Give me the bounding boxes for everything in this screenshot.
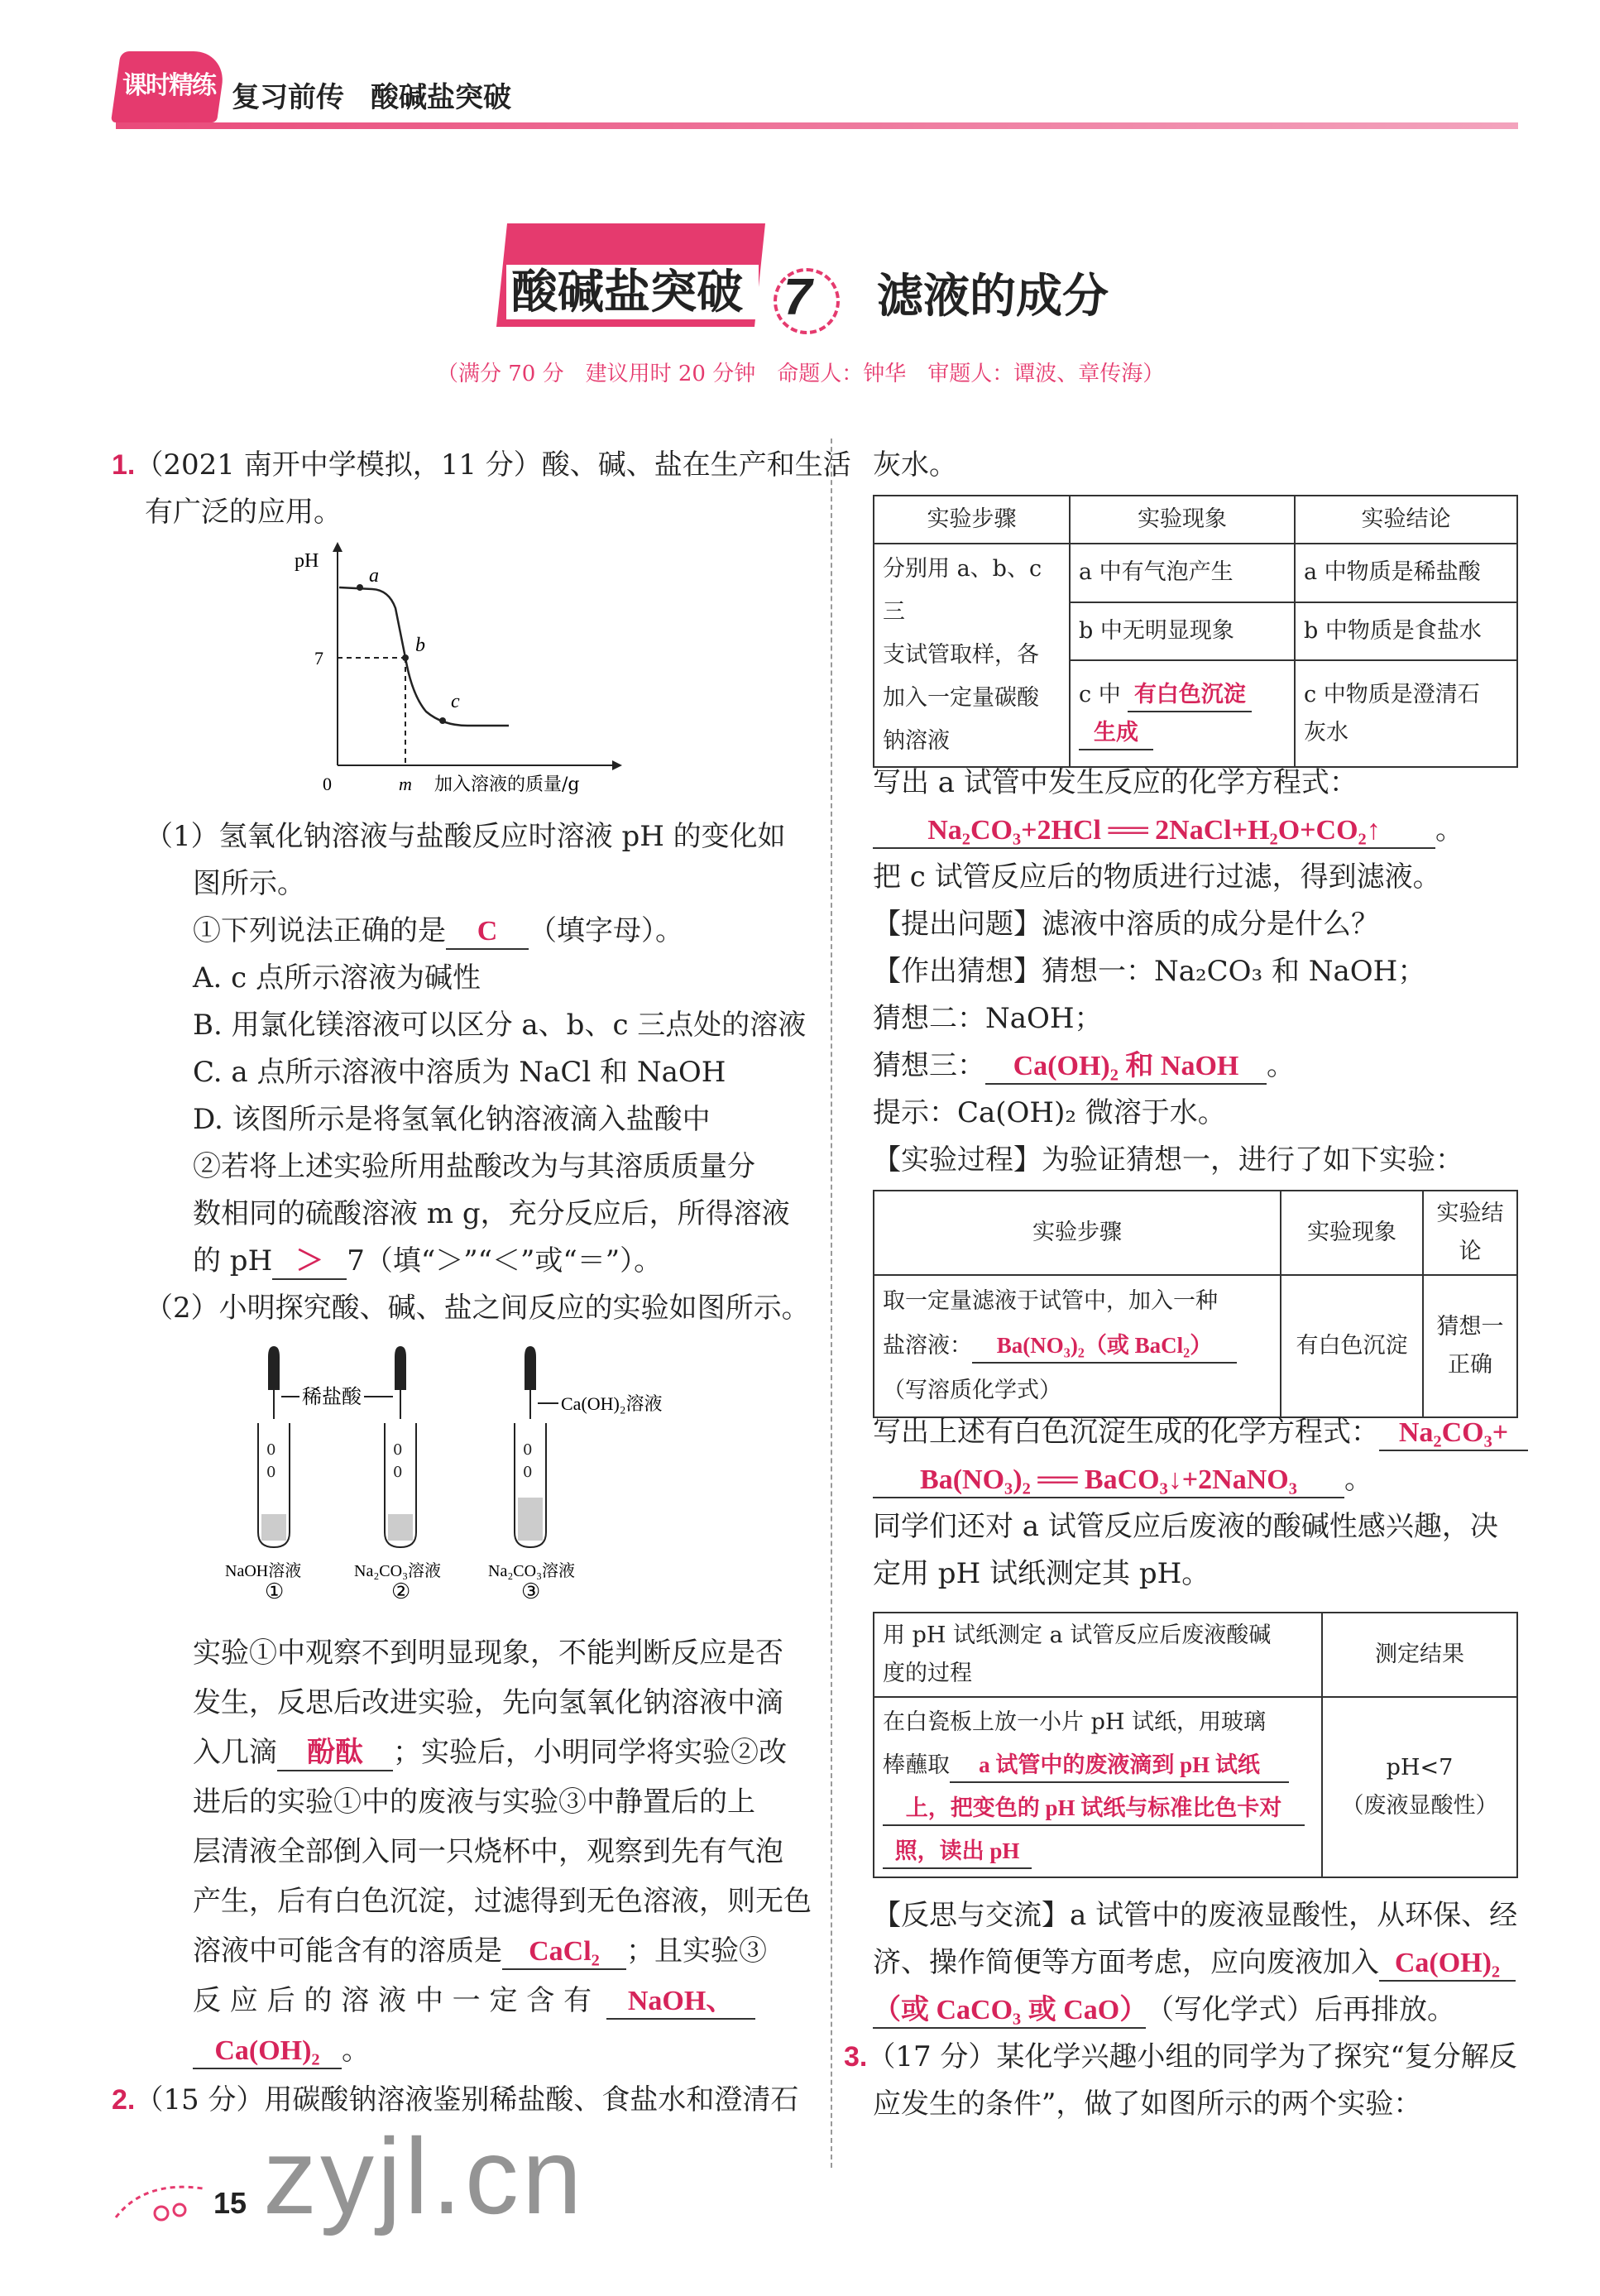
t1-r3c2-pre: c 中 (1079, 681, 1121, 707)
q2-guess1: 【作出猜想】猜想一：Na₂CO₃ 和 NaOH； (873, 955, 1426, 988)
svg-text:0: 0 (266, 1441, 276, 1459)
q1-exp-line6: 产生，后有白色沉淀，过滤得到无色溶液，则无色 (193, 1885, 812, 1918)
q1-e9-answer: Ca(OH)₂ (193, 2035, 342, 2069)
q1-exp-line1: 实验①中观察不到明显现象，不能判断反应是否 (193, 1637, 783, 1670)
q2-ph-line1: 同学们还对 a 试管反应后废液的酸碱性感兴趣，决 (873, 1510, 1498, 1543)
q2-table-1 (873, 495, 1518, 768)
footer-decoration (112, 2172, 211, 2230)
q1-s2-pre: 的 pH (193, 1244, 273, 1277)
tube-1-number: ① (265, 1579, 285, 1604)
svg-text:0: 0 (523, 1441, 533, 1459)
header-topic: 酸碱盐突破 (371, 82, 511, 113)
graph-tick-7: 7 (314, 648, 323, 669)
ph-curve (339, 587, 509, 726)
q1-e7-answer: CaCl₂ (502, 1935, 626, 1970)
q1-exp-line8 (193, 1977, 755, 2025)
q1-exp-line4: 进后的实验①中的废液与实验③中静置后的上 (193, 1786, 755, 1819)
svg-text:0: 0 (393, 1464, 403, 1481)
t3-h1 (874, 1613, 1322, 1697)
graph-tick-m: m (399, 774, 412, 794)
q2-guess3-answer: Ca(OH)₂ 和 NaOH (985, 1050, 1267, 1085)
tube-3-number: ③ (521, 1579, 541, 1604)
t1-r3c3-l2: 灰水 (1304, 719, 1349, 745)
graph-origin: 0 (323, 774, 332, 794)
q2-eq-line (873, 807, 1463, 854)
t1-r2c2: b 中无明显现象 (1070, 602, 1295, 661)
column-divider (831, 439, 832, 2168)
q2-eq2-answer1: Na₂CO₃+ (1379, 1416, 1528, 1451)
point-a (357, 584, 363, 591)
q2-eq2-answer2: Ba(NO₃)₂ ══ BaCO₃↓+2NaNO₃ (873, 1464, 1344, 1498)
tube-1-label: NaOH溶液 (225, 1562, 302, 1580)
q2-reflect-post: （写化学式）后再排放。 (1146, 1993, 1455, 2026)
t3-result (1322, 1697, 1517, 1877)
q2-reflect-answer2: （或 CaCO₃ 或 CaO） (873, 1994, 1146, 2029)
q2-process: 【实验过程】为验证猜想一，进行了如下实验： (873, 1143, 1463, 1177)
q1-stem (112, 442, 851, 489)
q2-eq-answer: Na₂CO₃+2HCl ══ 2NaCl+H₂O+CO₂↑ (873, 814, 1435, 849)
svg-text:0: 0 (266, 1464, 276, 1481)
tube-3-label: Na₂CO₃溶液 (488, 1562, 576, 1580)
q2-guess3 (873, 1043, 1295, 1090)
q1-p2: （2）小明探究酸、碱、盐之间反应的实验如图所示。 (145, 1292, 810, 1325)
t2-step-l3: （写溶质化学式） (883, 1378, 1061, 1403)
label-hcl: 稀盐酸 (302, 1385, 362, 1408)
t2-step (874, 1275, 1281, 1417)
t3-process-l2-pre: 棒蘸取 (883, 1752, 950, 1778)
point-c (439, 717, 446, 724)
t1-r3c3-l1: c 中物质是澄清石 (1304, 681, 1480, 707)
t1-step-l2: 支试管取样，各 (883, 642, 1039, 668)
t3-h1-l1: 用 pH 试纸测定 a 试管反应后废液酸碱 (883, 1623, 1272, 1648)
q3-stem-line1: （17 分）某化学兴趣小组的同学为了探究“复分解反 (867, 2040, 1517, 2073)
q1-s2-line3 (193, 1238, 662, 1285)
q1-e7-post: ；且实验③ (626, 1934, 767, 1968)
ph-graph (281, 542, 629, 794)
t1-step-l1: 分别用 a、b、c 三 (883, 556, 1042, 625)
q1-s2-line2: 数相同的硫酸溶液 m g，充分反应后，所得溶液 (193, 1197, 790, 1230)
t1-r3c2-answer2: 生成 (1079, 716, 1153, 750)
t2-h3: 实验结论 (1423, 1191, 1517, 1275)
svg-text:0: 0 (523, 1464, 533, 1481)
t2-h1: 实验步骤 (874, 1191, 1281, 1275)
q2-hint: 提示：Ca(OH)₂ 微溶于水。 (873, 1096, 1226, 1129)
t2-step-l2-pre: 盐溶液： (883, 1333, 972, 1359)
header-logo-text: 课时精练 (122, 72, 215, 99)
graph-ylabel: pH (295, 550, 319, 572)
q1-exp-line9 (193, 2027, 370, 2074)
label-c: c (451, 691, 460, 712)
title-number: 7 (783, 269, 812, 326)
title-meta: （满分 70 分 建议用时 20 分钟 命题人：钟华 审题人：谭波、章传海） (437, 362, 1165, 386)
q2-reflect-pre: 济、操作简便等方面考虑，应向废液加入 (873, 1946, 1379, 1979)
t1-r3c3 (1295, 660, 1517, 767)
t1-r1c2: a 中有气泡产生 (1070, 544, 1295, 602)
q2-guess3-pre: 猜想三： (873, 1049, 985, 1082)
t3-process-answer3: 照，读出 pH (883, 1834, 1032, 1869)
q2-table-2 (873, 1190, 1518, 1418)
q1-e8-answer: NaOH、 (606, 1985, 755, 2020)
q2-stem-text: （15 分）用碳酸钠溶液鉴别稀盐酸、食盐水和澄清石 (135, 2083, 799, 2116)
q3-stem-line2: 应发生的条件”，做了如图所示的两个实验： (873, 2087, 1422, 2121)
q2-reflect-line2 (873, 1939, 1516, 1987)
t3-h2: 测定结果 (1322, 1613, 1517, 1697)
t3-result-l1: pH<7 (1386, 1755, 1454, 1781)
t2-step-l1: 取一定量滤液于试管中，加入一种 (883, 1288, 1218, 1314)
header-series: 复习前传 (232, 82, 344, 113)
q2-eq2-prompt (873, 1409, 1528, 1456)
q2-table-3 (873, 1612, 1518, 1878)
q2-reflect-line3 (873, 1987, 1455, 2034)
q1-e8-pre: 反 应 后 的 溶 液 中 一 定 含 有 (193, 1984, 592, 2017)
q2-guess3-post: 。 (1267, 1049, 1295, 1082)
t2-h2: 实验现象 (1281, 1191, 1423, 1275)
q2-eq-end: 。 (1435, 813, 1463, 846)
q2-number: 2. (112, 2084, 136, 2116)
q1-exp-line7 (193, 1928, 767, 1975)
q3-stem (844, 2034, 1517, 2081)
q1-s2-post: 7（填“＞”“＜”或“＝”）。 (347, 1244, 663, 1277)
t2-step-answer: Ba(NO₃)₂（或 BaCl₂） (972, 1329, 1237, 1364)
q1-exp-line2: 发生，反思后改进实验，先向氢氧化钠溶液中滴 (193, 1686, 783, 1719)
q1-option-c: C. a 点所示溶液中溶质为 NaCl 和 NaOH (193, 1056, 726, 1089)
t3-process-l1: 在白瓷板上放一小片 pH 试纸，用玻璃 (883, 1709, 1266, 1735)
graph-xlabel: 加入溶液的质量/g (434, 774, 580, 794)
t3-h1-l2: 度的过程 (883, 1661, 972, 1686)
tube-1 (258, 1347, 290, 1547)
q2-eq2-prompt-text: 写出上述有白色沉淀生成的化学方程式： (873, 1416, 1379, 1449)
t1-h1: 实验步骤 (874, 496, 1070, 544)
q1-exp-line3 (193, 1729, 787, 1776)
tube-2-number: ② (391, 1579, 411, 1604)
title-main: 滤液的成分 (877, 270, 1109, 322)
q2-ask: 【提出问题】滤液中溶质的成分是什么？ (873, 908, 1379, 941)
t1-h3: 实验结论 (1295, 496, 1517, 544)
q2-ph-line2: 定用 pH 试纸测定其 pH。 (873, 1557, 1210, 1590)
q1-e3-answer: 酚酞 (277, 1737, 393, 1771)
q2-eq-prompt: 写出 a 试管中发生反应的化学方程式： (873, 766, 1358, 799)
q1-e9-post: 。 (342, 2034, 370, 2067)
q1-s1-answer: C (446, 915, 529, 950)
q2-guess2: 猜想二：NaOH； (873, 1002, 1103, 1035)
t1-step (874, 544, 1070, 767)
tube-3 (515, 1347, 546, 1547)
q1-s1-pre: ①下列说法正确的是 (193, 914, 446, 947)
q2-reflect-answer1: Ca(OH)₂ (1379, 1947, 1516, 1982)
t2-conclusion (1423, 1275, 1517, 1417)
q1-e3-pre: 入几滴 (193, 1736, 277, 1769)
page-number: 15 (213, 2186, 247, 2220)
q1-option-d: D. 该图所示是将氢氧化钠溶液滴入盐酸中 (193, 1103, 711, 1136)
t1-r2c3: b 中物质是食盐水 (1295, 602, 1517, 661)
t1-r3c2-answer1: 有白色沉淀 (1128, 678, 1252, 712)
t2-conclusion-l1: 猜想一 (1436, 1314, 1504, 1340)
header-bar (116, 122, 1518, 129)
q1-e7-pre: 溶液中可能含有的溶质是 (193, 1934, 502, 1968)
q1-exp-line5: 层清液全部倒入同一只烧杯中，观察到先有气泡 (193, 1835, 783, 1868)
t2-conclusion-l2: 正确 (1448, 1352, 1492, 1378)
t3-result-l2: （废液显酸性） (1341, 1793, 1498, 1819)
t2-phenomenon: 有白色沉淀 (1281, 1275, 1423, 1417)
svg-text:0: 0 (393, 1441, 403, 1459)
t1-h2: 实验现象 (1070, 496, 1295, 544)
q1-s1-post: （填字母）。 (529, 914, 683, 947)
label-a: a (369, 565, 379, 587)
test-tube-figure (207, 1340, 720, 1605)
point-b (402, 654, 409, 661)
t1-r1c3: a 中物质是稀盐酸 (1295, 544, 1517, 602)
t3-process-answer1: a 试管中的废液滴到 pH 试纸 (950, 1748, 1289, 1783)
tube-2-label: Na₂CO₃溶液 (354, 1562, 442, 1580)
label-caoh: Ca(OH)₂溶液 (561, 1393, 663, 1414)
q1-p1-line2: 图所示。 (193, 867, 305, 900)
tube-2 (385, 1347, 416, 1547)
q1-s2-line1: ②若将上述实验所用盐酸改为与其溶质质量分 (193, 1150, 755, 1183)
q1-p1-line1: （1）氢氧化钠溶液与盐酸反应时溶液 pH 的变化如 (145, 820, 786, 853)
t3-process-answer2: 上，把变色的 pH 试纸与标准比色卡对 (883, 1791, 1305, 1826)
graph-y-arrow (333, 542, 343, 552)
t1-step-l3: 加入一定量碳酸 (883, 685, 1039, 711)
graph-x-arrow (612, 760, 622, 770)
q2-eq2-line2 (873, 1456, 1372, 1503)
q2-stem-cont: 灰水。 (873, 448, 957, 482)
q2-filter: 把 c 试管反应后的物质进行过滤，得到滤液。 (873, 860, 1441, 894)
q1-e3-post: ；实验后，小明同学将实验②改 (393, 1736, 787, 1769)
title-prefix: 酸碱盐突破 (511, 266, 743, 318)
q1-s2-answer: ＞ (272, 1245, 347, 1280)
q3-number: 3. (844, 2041, 868, 2073)
q1-number: 1. (112, 449, 136, 481)
q1-option-b: B. 用氯化镁溶液可以区分 a、b、c 三点处的溶液 (193, 1009, 807, 1042)
q2-eq2-end: 。 (1344, 1463, 1372, 1496)
q1-option-a: A. c 点所示溶液为碱性 (193, 961, 481, 995)
t1-r3c2 (1070, 660, 1295, 767)
watermark: zyjl.cn (263, 2116, 586, 2236)
q1-s1 (193, 908, 683, 955)
t1-step-l4: 钠溶液 (883, 728, 950, 754)
label-b: b (415, 635, 425, 656)
q2-reflect-line1: 【反思与交流】a 试管中的废液显酸性，从环保、经 (873, 1899, 1518, 1932)
q1-stem-line1: （2021 南开中学模拟，11 分）酸、碱、盐在生产和生活 (135, 448, 851, 482)
q1-stem-line2: 有广泛的应用。 (145, 496, 342, 529)
t3-process (874, 1697, 1322, 1877)
